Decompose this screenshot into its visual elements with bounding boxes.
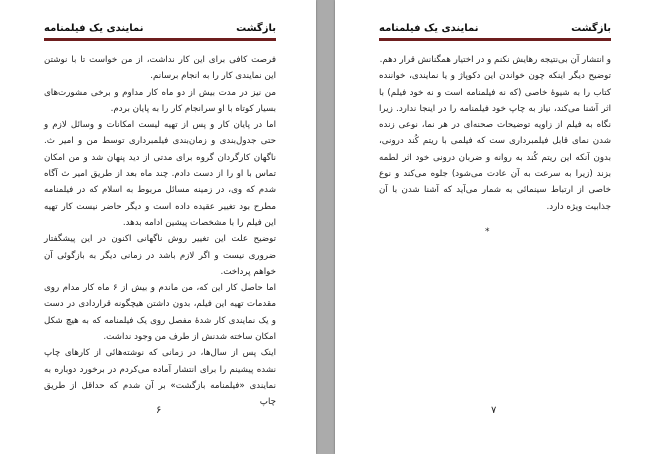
page-number: ۶	[156, 405, 162, 416]
section-title: نمایندی یک فیلمنامه	[379, 23, 479, 34]
header-rule	[379, 38, 611, 41]
body-text	[44, 52, 276, 411]
paragraph: اما در پایان کار و پس از تهیه لیست امکانات و وسائل لازم و حتی جدول‌بندی و زمان‌بندی فیلمبرداری توسط من و امیر ث. ناگهان کارگردان گروه برای مدتی از دید پنهان شد و من امکان تماس با او را از دست دادم. چند ماه بعد از طریق امیر ث آگاه شدم که وی، در زمینه مسائل مربوط به اسلام که در فیلمنامه مطرح بود تغییر عقیده داده است و دیگر حاضر نیست کار تهیه این فیلم را با مشخصات پیشین ادامه بدهد.	[44, 120, 276, 228]
book-title: بازگشت	[236, 23, 276, 34]
page-header	[379, 23, 611, 41]
paragraph: و انتشار آن بی‌نتیجه رهایش نکنم و در اختیار همگنانش قرار دهم.	[379, 55, 611, 65]
body-text	[379, 52, 611, 215]
paragraph: من نیز در مدت بیش از دو ماه کار مداوم و برخی مشورت‌های بسیار کوتاه با او سرانجام کار را به پایان بردم.	[44, 87, 276, 114]
header-rule	[44, 38, 276, 41]
paragraph: توضیح دیگر اینکه چون خواندن این دکوپاژ و یا نمایندی، خواننده کتاب را به شیوهٔ خاصی (که نه فیلمنامه است و نه خود فیلم) با اثر آشنا می‌کند، نیاز به چاپ خود فیلمنامه را در اینجا ندارد. زیرا نگاه به فیلم از زاویه توضیحات صحنه‌ای در هر نما، نوعی زنده شدن نمای قابل فیلمبرداری ست که فیلمی با ریتم کُند درونی، بدون آنکه این ریتم کُند به روانه و ضربان درونی خود اثر لطمه بزند (زیرا به سرعت به آن عادت می‌شود) جلوه می‌کند و نوع خاصی از ارتباط سینمائی به شمار می‌آید که آشنا شدن با آن جذابیت ویژه دارد.	[379, 71, 611, 212]
book-title: بازگشت	[571, 23, 611, 34]
section-title: نمایندی یک فیلمنامه	[44, 23, 144, 34]
section-separator-star: *	[485, 227, 490, 237]
paragraph: اینک پس از سال‌ها، در زمانی که نوشته‌هائی از کارهای چاپ نشده پیشینم را برای انتشار آماده می‌کردم در برخورد دوباره به نمایندی «فیلمنامه بازگشت» بر آن شدم که حداقل از طریق چاپ	[44, 348, 276, 408]
paragraph: اما حاصل کار این که، من ماندم و بیش از ۶ ماه کار مدام روی مقدمات تهیه این فیلم، بدون داشتن هیچگونه قراردادی در دست و یک نمایندی کار شدهٔ مفصل روی یک فیلمنامه که به هیچ شکل امکان ساخته شدنش از طرف من وجود نداشت.	[44, 283, 276, 343]
left-page	[0, 0, 316, 454]
paragraph: توضیح علت این تغییر روش ناگهانی اکنون در این پیشگفتار ضروری نیست و اگر لازم باشد در زمانی دیگر به بازگوئی آن خواهم پرداخت.	[44, 234, 276, 277]
page-header	[44, 23, 276, 41]
page-number: ۷	[491, 405, 497, 416]
paragraph: فرصت کافی برای این کار نداشت، از من خواست تا با نوشتن این نمایندی کار را به انجام برسانم.	[44, 55, 276, 82]
right-page	[335, 0, 651, 454]
